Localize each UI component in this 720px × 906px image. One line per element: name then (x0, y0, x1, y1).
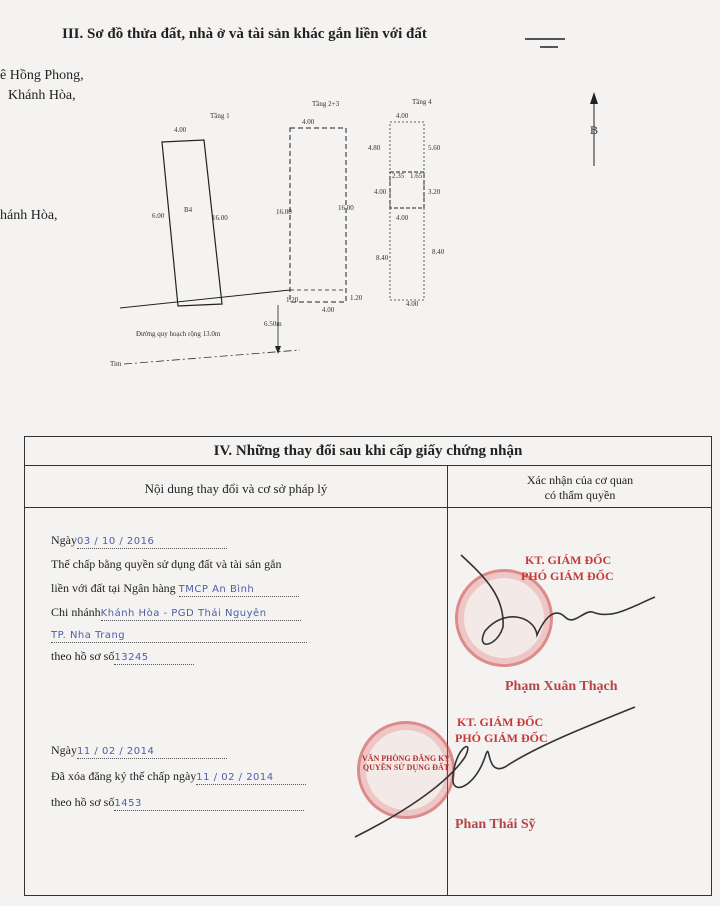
dim-f4-l1: 4.80 (368, 144, 381, 152)
entry-1-line-1: Thế chấp bằng quyền sử dụng đất và tài sản gắn (51, 557, 282, 571)
dim-f4-r3: 8.40 (432, 248, 445, 256)
dim-f4-mid: 4.00 (396, 214, 409, 222)
entry-1-file-label: theo hồ sơ số (51, 649, 115, 663)
dash-mark (525, 38, 565, 42)
entry-2-signer-name: Phan Thái Sỹ (455, 817, 536, 832)
left-fragment-1: ê Hồng Phong, (0, 68, 84, 83)
entry-1-stamp-title-1: KT. GIÁM ĐỐC (525, 553, 612, 567)
entry-2-release-value: 11 / 02 / 2014 (196, 772, 274, 783)
column-header-confirmation-2: có thẩm quyền (544, 488, 616, 502)
dim-f2-bottom: 4.00 (322, 306, 335, 314)
floor-4-label: Tầng 4 (412, 98, 432, 106)
dim-f4-r1: 5.60 (428, 144, 441, 152)
land-plot-diagram (100, 90, 620, 380)
floor-23-label: Tầng 2+3 (312, 100, 340, 108)
road-offset: 6.50m (264, 320, 282, 328)
section-3-title: III. Sơ đồ thửa đất, nhà ở và tài sản khác gắn liền với đất (62, 26, 427, 42)
dim-f2-br: 1.20 (350, 294, 363, 302)
entry-1-date-value: 03 / 10 / 2016 (77, 536, 155, 547)
dim-f2-left: 16.00 (276, 208, 292, 216)
lot-label: B4 (184, 206, 193, 214)
left-fragment-2: Khánh Hòa, (8, 88, 76, 103)
entry-1-line-4 (51, 627, 307, 643)
entry-2-stamp-title-2: PHÓ GIÁM ĐỐC (455, 731, 548, 745)
dim-f2-bl: 1.20 (286, 296, 299, 304)
entry-1-line-2 (51, 581, 299, 597)
dim-f4-m2: 1.65 (410, 172, 423, 180)
section-4-table (24, 436, 712, 896)
entry-2-release-label: Đã xóa đăng ký thế chấp ngày (51, 769, 197, 783)
section-4-title: IV. Những thay đổi sau khi cấp giấy chứng nhận (25, 437, 711, 466)
entry-2-date (51, 743, 227, 759)
entry-1-bank-value: TMCP An Bình (178, 584, 255, 595)
entry-1-bank-label: liền với đất tại Ngân hàng (51, 581, 176, 595)
floor-23-outline (290, 128, 346, 302)
road-dim-arrow (275, 346, 281, 354)
column-header-confirmation (449, 473, 711, 503)
entry-1-line-3 (51, 605, 301, 621)
dim-f4-l3: 8.40 (376, 254, 389, 262)
floor-4-outline (390, 122, 424, 300)
entry-2-line-2 (51, 795, 304, 811)
road-label: Đường quy hoạch rộng 13.0m (136, 330, 221, 338)
axis-label: Tim (110, 360, 122, 368)
dim-f2-right: 16.00 (338, 204, 354, 212)
floor-1-outline (162, 140, 222, 306)
entry-1-file-value: 13245 (114, 652, 149, 663)
entry-2-date-value: 11 / 02 / 2014 (77, 746, 155, 757)
entry-2-line-1 (51, 769, 306, 785)
left-fragment-3: hánh Hòa, (0, 208, 58, 223)
dim-f4-top: 4.00 (396, 112, 409, 120)
dim-f4-r2: 3.20 (428, 188, 441, 196)
entry-2-file-value: 1453 (114, 798, 142, 809)
entry-1-date (51, 533, 227, 549)
dim-f2-top: 4.00 (302, 118, 315, 126)
entry-1-branch-value: Khánh Hòa - PGD Thái Nguyên (100, 608, 267, 619)
entry-1-signature-icon (445, 547, 665, 657)
entry-2-stamp-text: VĂN PHÒNG ĐĂNG KÝ QUYỀN SỬ DỤNG ĐẤT (361, 754, 451, 772)
center-axis-line (124, 350, 300, 364)
entry-1-branch-label: Chi nhánh (51, 605, 101, 619)
dim-f4-bottom: 4.00 (406, 300, 419, 308)
dim-f1-top: 4.00 (174, 126, 187, 134)
entry-2-date-label: Ngày (51, 743, 77, 757)
entry-1-stamp-title-2: PHÓ GIÁM ĐỐC (521, 569, 614, 583)
north-label: B (590, 123, 599, 137)
column-header-changes: Nội dung thay đổi và cơ sở pháp lý (144, 481, 328, 496)
dim-f1-left: 6.00 (152, 212, 165, 220)
entry-1-signer-name: Phạm Xuân Thạch (505, 679, 618, 694)
entry-2-file-label: theo hồ sơ số (51, 795, 115, 809)
entry-1-city-value: TP. Nha Trang (51, 630, 126, 641)
north-arrow-icon (590, 92, 598, 104)
dim-f1-right: 16.00 (212, 214, 228, 222)
entry-1-date-label: Ngày (51, 533, 77, 547)
entry-1-line-5 (51, 649, 194, 665)
dim-f4-m1: 2.35 (392, 172, 405, 180)
dash-mark-2 (540, 46, 558, 48)
column-header-confirmation-1: Xác nhận của cơ quan (526, 473, 634, 487)
floor-1-label: Tầng 1 (210, 112, 230, 120)
entry-2-stamp-title-1: KT. GIÁM ĐỐC (457, 715, 544, 729)
dim-f4-l2: 4.00 (374, 188, 387, 196)
